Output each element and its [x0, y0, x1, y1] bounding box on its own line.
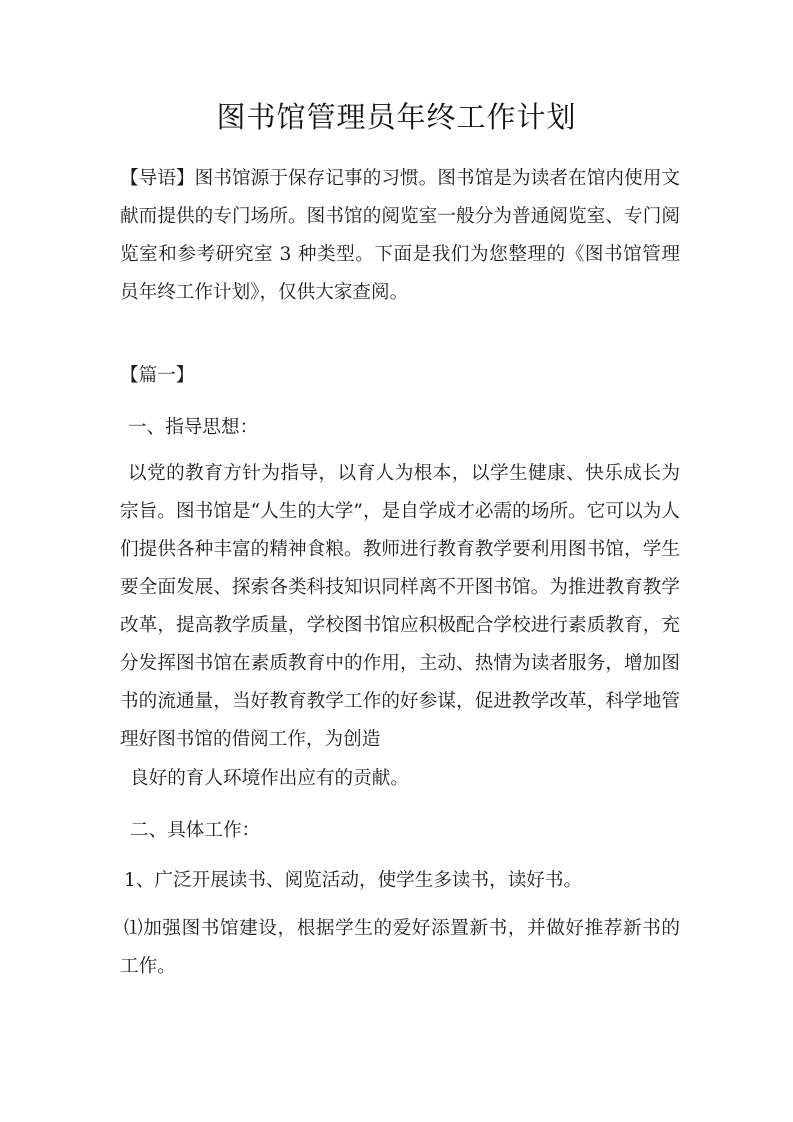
section-label: 【篇一】	[120, 365, 195, 386]
heading-specific-work: 二、具体工作：	[130, 820, 261, 841]
guiding-thought-continuation: 良好的育人环境作出应有的贡献。	[130, 768, 409, 789]
list-item-1-sub: ⑴加强图书馆建设，根据学生的爱好添置新书，并做好推荐新书的工作。	[120, 918, 680, 977]
list-item-1: 1、广泛开展读书、阅览活动，使学生多读书，读好书。	[124, 870, 583, 891]
guiding-thought-paragraph: 以党的教育方针为指导，以育人为根本，以学生健康、快乐成长为宗旨。图书馆是“人生的大学”，是自学成才必需的场所。它可以为人们提供各种丰富的精神食粮。教师进行教育教学要利用图书馆，学生要全面发展、探索各类科技知识同样离不开图书馆。为推进教育教学改革，提高教学质量，学校图书馆应积极配合学校进行素质教育，充分发挥图书馆在素质教育中的作用，主动、热情为读者服务，增加图书的流通量，当好教育教学工作的好参谋，促进教学改革，科学地管理好图书馆的借阅工作，为创造	[120, 463, 680, 750]
intro-paragraph: 【导语】图书馆源于保存记事的习惯。图书馆是为读者在馆内使用文献而提供的专门场所。图书馆的阅览室一般分为普通阅览室、专门阅览室和参考研究室 3 种类型。下面是我们为您整理的《图书馆管理员年终工作计划》，仅供大家查阅。	[120, 168, 680, 303]
document-title: 图书馆管理员年终工作计划	[216, 100, 577, 134]
heading-guiding-thought: 一、指导思想：	[128, 417, 259, 438]
